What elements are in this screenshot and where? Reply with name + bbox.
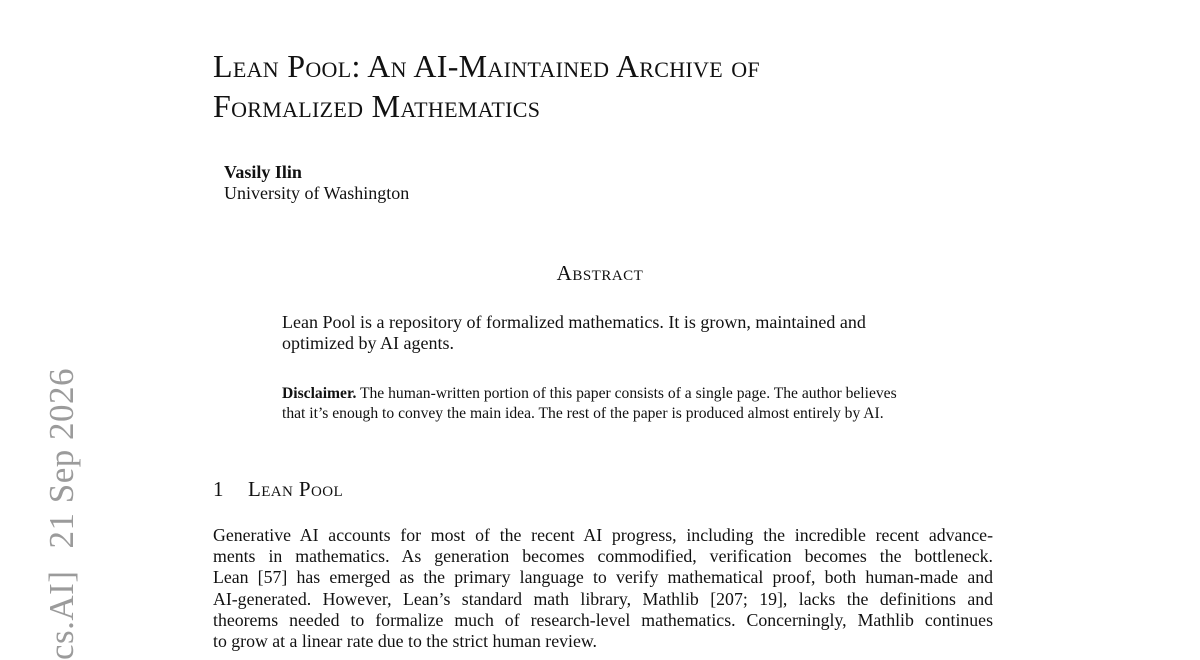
paper-title xyxy=(213,46,760,126)
section-title: Lean Pool xyxy=(248,477,343,501)
abstract-heading: Abstract xyxy=(0,261,1200,286)
arxiv-side-stamp xyxy=(42,368,82,660)
disclaimer-label: Disclaimer. xyxy=(282,385,356,402)
arxiv-category: cs.AI] xyxy=(42,571,81,660)
abstract-body: Lean Pool is a repository of formalized mathematics. It is grown, maintained and optimized by AI agents. xyxy=(282,312,922,354)
disclaimer-text: The human-written portion of this paper consists of a single page. The author believes that it’s enough to convey the main idea. The rest of the paper is produced almost entirely by AI. xyxy=(282,385,897,422)
section-heading xyxy=(213,477,343,502)
section-body xyxy=(213,525,993,652)
author-name: Vasily Ilin xyxy=(224,162,409,183)
section-body-line: Lean [57] has emerged as the primary language to verify mathematical proof, both human-made and xyxy=(213,567,993,588)
section-body-line: Generative AI accounts for most of the recent AI progress, including the incredible recent advance- xyxy=(213,525,993,546)
section-body-line: AI-generated. However, Lean’s standard math library, Mathlib [207; 19], lacks the definitions and xyxy=(213,589,993,610)
section-number: 1 xyxy=(213,477,248,502)
arxiv-date: 21 Sep 2026 xyxy=(42,368,81,549)
paper-title-line-2: Formalized Mathematics xyxy=(213,86,760,126)
author-block xyxy=(224,162,409,204)
section-body-line: ments in mathematics. As generation becomes commodified, verification becomes the bottleneck. xyxy=(213,546,993,567)
paper-title-line-1: Lean Pool: An AI-Maintained Archive of xyxy=(213,46,760,86)
section-body-line: to grow at a linear rate due to the strict human review. xyxy=(213,631,993,652)
section-body-line: theorems needed to formalize much of research-level mathematics. Concerningly, Mathlib continues xyxy=(213,610,993,631)
author-affiliation: University of Washington xyxy=(224,183,409,204)
disclaimer-paragraph xyxy=(282,384,922,423)
